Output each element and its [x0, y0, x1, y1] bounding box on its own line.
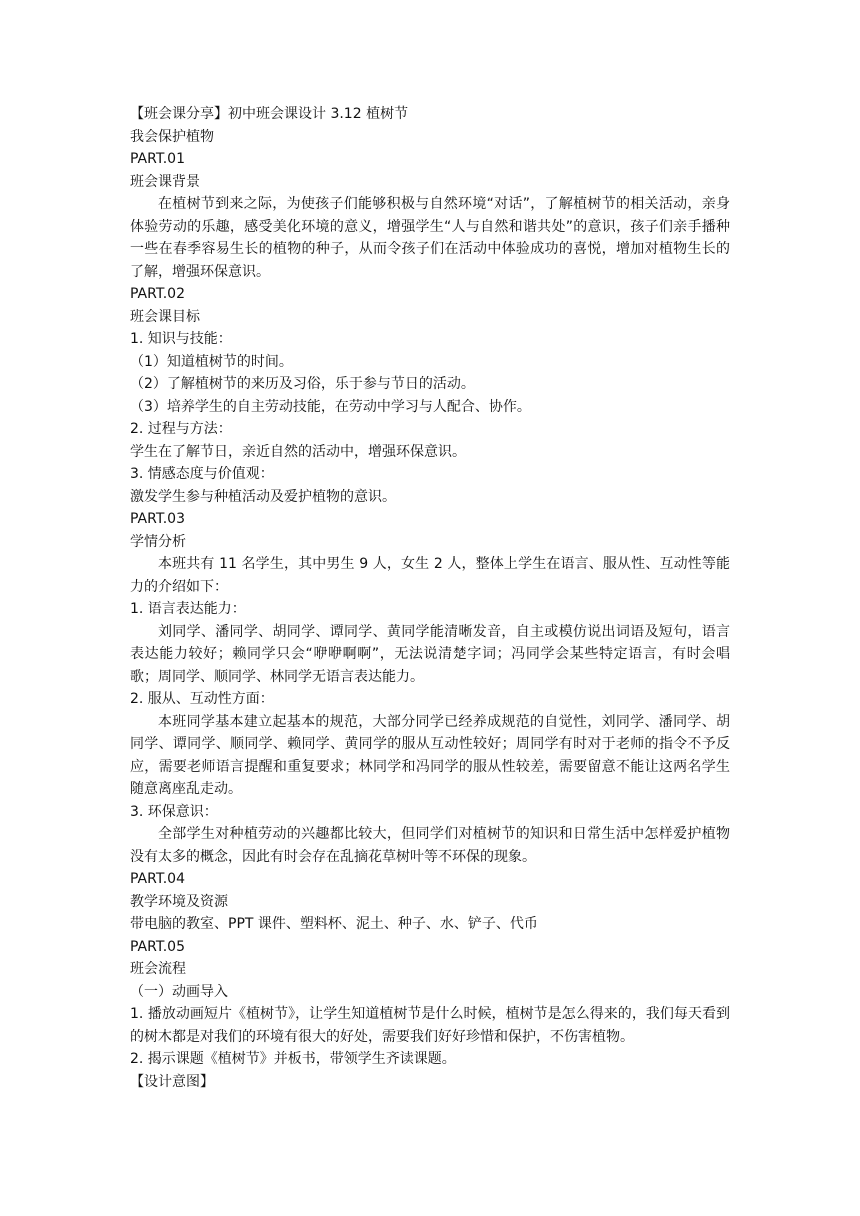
design-intent-heading: 【设计意图】 [130, 1073, 214, 1090]
emotion-body: 激发学生参与种植活动及爱护植物的意识。 [130, 488, 396, 505]
part-04-label: PART.04 [130, 871, 185, 887]
flow-step-2: 2. 揭示课题《植树节》并板书，带领学生齐读课题。 [130, 1051, 456, 1067]
knowledge-item-3: （3）培养学生的自主劳动技能，在劳动中学习与人配合、协作。 [130, 398, 531, 415]
flow-step-1: 1. 播放动画短片《植树节》，让学生知道植树节是什么时候，植树节是怎么得来的，我们每天看到的树木都是对我们的环境有很大的好处，需要我们好好珍惜和保护，不伤害植物。 [130, 1006, 730, 1045]
part-02-heading: 班会课目标 [130, 308, 200, 325]
animation-intro-heading: （一）动画导入 [130, 983, 228, 1000]
part-01-body: 在植树节到来之际，为使孩子们能够积极与自然环境“对话”，了解植树节的相关活动，亲身体验劳动的乐趣，感受美化环境的意义，增强学生“人与自然和谐共处”的意识，孩子们亲手播种一些在春季容易生长的植物的种子，从而令孩子们在活动中体验成功的喜悦，增加对植物生长的了解，增强环保意识。 [130, 196, 730, 280]
process-body: 学生在了解节日，亲近自然的活动中，增强环保意识。 [130, 443, 466, 460]
interaction-body: 本班同学基本建立起基本的规范，大部分同学已经养成规范的自觉性，刘同学、潘同学、胡同学、谭同学、顺同学、赖同学、黄同学的服从互动性较好；周同学有时对于老师的指令不予反应，需要老师语言提醒和重复要求；林同学和冯同学的服从性较差，需要留意不能让这两名学生随意离座乱走动。 [130, 713, 730, 797]
language-heading: 1. 语言表达能力： [130, 601, 246, 617]
emotion-heading: 3. 情感态度与价值观： [130, 466, 274, 482]
document-subtitle: 我会保护植物 [130, 128, 214, 145]
language-body: 刘同学、潘同学、胡同学、谭同学、黄同学能清晰发音，自主或模仿说出词语及短句，语言表达能力较好；赖同学只会“咿咿啊啊”，无法说清楚字词；冯同学会某些特定语言，有时会唱歌；周同学、顺同学、林同学无语言表达能力。 [130, 623, 730, 685]
environment-body: 全部学生对种植劳动的兴趣都比较大，但同学们对植树节的知识和日常生活中怎样爱护植物没有太多的概念，因此有时会存在乱摘花草树叶等不环保的现象。 [130, 826, 730, 865]
process-heading: 2. 过程与方法： [130, 421, 232, 437]
interaction-heading: 2. 服从、互动性方面： [130, 691, 274, 707]
knowledge-heading: 1. 知识与技能： [130, 331, 232, 347]
part-02-label: PART.02 [130, 286, 185, 302]
part-01-heading: 班会课背景 [130, 173, 200, 190]
part-01-label: PART.01 [130, 151, 185, 167]
knowledge-item-2: （2）了解植树节的来历及习俗，乐于参与节日的活动。 [130, 376, 475, 392]
part-04-body: 带电脑的教室、PPT 课件、塑料杯、泥土、种子、水、铲子、代币 [130, 916, 538, 932]
part-05-heading: 班会流程 [130, 961, 186, 977]
environment-heading: 3. 环保意识： [130, 803, 218, 820]
knowledge-item-1: （1）知道植树节的时间。 [130, 353, 293, 370]
part-03-intro: 本班共有 11 名学生，其中男生 9 人，女生 2 人，整体上学生在语言、服从性、互动性等能力的介绍如下： [130, 556, 730, 595]
document-page [130, 103, 730, 1093]
part-03-heading: 学情分析 [130, 533, 186, 550]
document-title: 【班会课分享】初中班会课设计 3.12 植树节 [130, 106, 409, 122]
part-03-label: PART.03 [130, 511, 185, 527]
part-04-heading: 教学环境及资源 [130, 893, 228, 910]
part-05-label: PART.05 [130, 938, 185, 955]
